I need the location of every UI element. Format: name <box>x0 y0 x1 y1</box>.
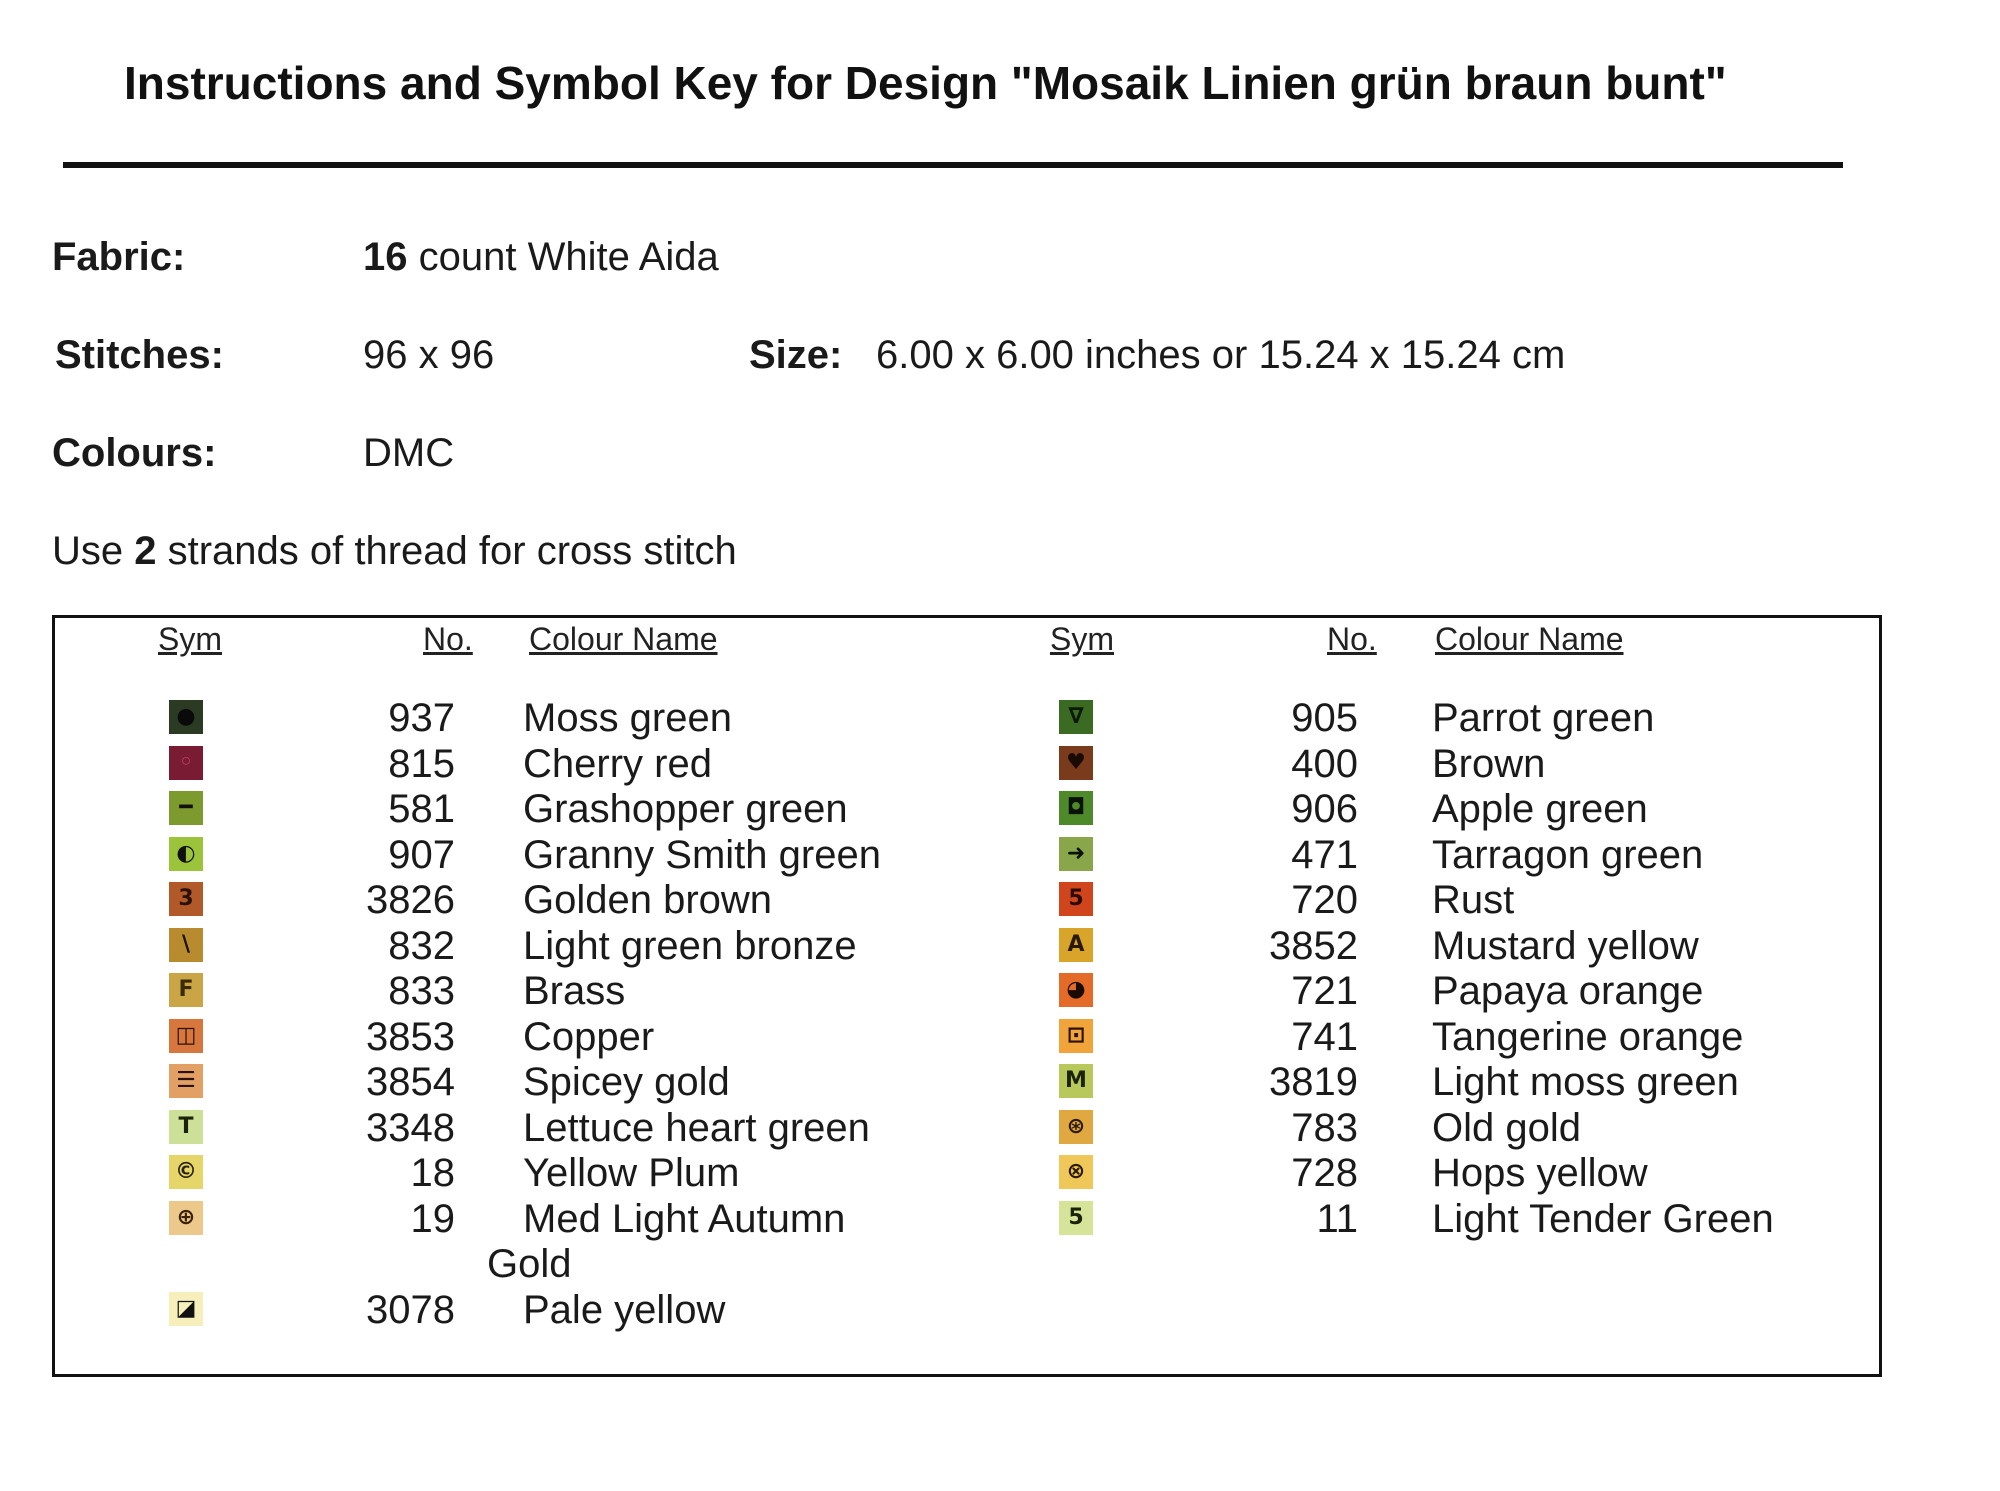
header-colour-name-right: Colour Name <box>1435 621 1624 657</box>
colour-name: Parrot green <box>1432 696 1655 740</box>
colour-number: 3826 <box>366 878 455 922</box>
symbol-swatch-icon: ◕ <box>1059 973 1093 1007</box>
symbol-swatch-icon: \ <box>169 928 203 962</box>
colours-value: DMC <box>363 431 455 475</box>
key-row <box>55 923 1699 969</box>
key-row <box>55 696 1655 741</box>
symbol-swatch-icon: ◪ <box>169 1292 203 1326</box>
symbol-swatch-icon: © <box>169 1155 203 1189</box>
colour-number: 832 <box>388 923 455 968</box>
header-sym-right: Sym <box>1050 621 1114 657</box>
key-row <box>55 878 1515 923</box>
header-colour-name-left: Colour Name <box>529 621 718 657</box>
key-row <box>55 1014 1744 1060</box>
strands-instruction <box>52 529 737 574</box>
key-row <box>55 787 1648 832</box>
colour-number: 19 <box>410 1196 455 1241</box>
colour-name: Light moss green <box>1432 1060 1739 1104</box>
symbol-swatch-icon: ⊛ <box>1059 1110 1093 1144</box>
symbol-swatch-icon: ◐ <box>169 837 203 871</box>
symbol-swatch-icon: 3 <box>169 882 203 916</box>
colour-number: 783 <box>1291 1105 1358 1150</box>
colour-number: 3853 <box>366 1014 455 1059</box>
colour-name: Grashopper green <box>523 787 848 831</box>
fabric-count: 16 <box>363 235 408 279</box>
strands-suffix: strands of thread for cross stitch <box>156 529 737 573</box>
colour-number: 11 <box>1316 1196 1358 1241</box>
symbol-swatch-icon: ⊕ <box>169 1201 203 1235</box>
colour-name: Light Tender Green <box>1432 1196 1774 1241</box>
colours-label: Colours: <box>52 431 217 475</box>
symbol-key-table <box>52 615 1882 1377</box>
symbol-swatch-icon: ⊡ <box>1059 1019 1093 1053</box>
key-row <box>55 832 1704 878</box>
symbol-swatch-icon: ⊗ <box>1059 1155 1093 1189</box>
colour-number: 906 <box>1291 787 1358 831</box>
symbol-swatch-icon: 5 <box>1059 1201 1093 1235</box>
symbol-swatch-icon: ◦ <box>169 746 203 780</box>
size-value: 6.00 x 6.00 inches or 15.24 x 15.24 cm <box>876 333 1566 377</box>
symbol-swatch-icon: ➜ <box>1059 837 1093 871</box>
colour-number: 720 <box>1291 878 1358 922</box>
colour-number: 3348 <box>366 1105 455 1150</box>
colour-name-continuation: Gold <box>487 1242 572 1286</box>
header-sym-left: Sym <box>158 621 222 657</box>
colour-number: 3852 <box>1269 923 1358 968</box>
colour-name: Granny Smith green <box>523 832 881 877</box>
colour-number: 471 <box>1291 832 1358 877</box>
symbol-swatch-icon: ● <box>169 700 203 734</box>
symbol-swatch-icon: ☰ <box>169 1064 203 1098</box>
key-row <box>55 969 1704 1014</box>
fabric-label: Fabric: <box>52 235 186 279</box>
colour-name: Med Light Autumn <box>523 1196 846 1241</box>
key-row <box>55 1288 955 1333</box>
colour-name: Papaya orange <box>1432 969 1704 1013</box>
symbol-swatch-icon: A <box>1059 928 1093 962</box>
colour-number: 3854 <box>366 1060 455 1104</box>
size-label: Size: <box>749 333 843 377</box>
key-row <box>55 1060 1739 1105</box>
colour-name: Apple green <box>1432 787 1648 831</box>
colour-name: Brown <box>1432 741 1546 786</box>
colour-number: 400 <box>1291 741 1358 786</box>
colour-number: 907 <box>388 832 455 877</box>
symbol-swatch-icon: ◘ <box>1059 791 1093 825</box>
colour-name: Hops yellow <box>1432 1151 1648 1195</box>
colour-number: 937 <box>388 696 455 740</box>
colour-name: Old gold <box>1432 1105 1581 1150</box>
colour-number: 815 <box>388 741 455 786</box>
key-row <box>55 1151 1648 1196</box>
fabric-description: count White Aida <box>407 235 719 279</box>
colour-number: 905 <box>1291 696 1358 740</box>
colour-name: Pale yellow <box>523 1287 726 1332</box>
colour-number: 581 <box>388 787 455 831</box>
symbol-swatch-icon: ◫ <box>169 1019 203 1053</box>
colour-name: Moss green <box>523 696 732 740</box>
key-row <box>55 1196 1774 1242</box>
colour-number: 741 <box>1291 1014 1358 1059</box>
colour-number: 721 <box>1291 969 1358 1013</box>
symbol-swatch-icon: ━ <box>169 791 203 825</box>
title-divider <box>63 162 1843 168</box>
symbol-swatch-icon: M <box>1059 1064 1093 1098</box>
stitches-label: Stitches: <box>55 333 224 377</box>
colour-name: Yellow Plum <box>523 1151 740 1195</box>
key-row <box>55 741 1546 787</box>
symbol-swatch-icon: 5 <box>1059 882 1093 916</box>
colour-number: 833 <box>388 969 455 1013</box>
colour-name: Lettuce heart green <box>523 1105 870 1150</box>
colour-name: Brass <box>523 969 626 1013</box>
stitches-value: 96 x 96 <box>363 333 495 377</box>
colour-number: 18 <box>410 1151 455 1195</box>
strands-prefix: Use <box>52 529 135 573</box>
colour-name: Cherry red <box>523 741 712 786</box>
header-no-right: No. <box>1327 621 1377 657</box>
symbol-swatch-icon: ∇ <box>1059 700 1093 734</box>
colour-name: Rust <box>1432 878 1515 922</box>
colour-name: Tarragon green <box>1432 832 1704 877</box>
key-row <box>55 1105 1581 1151</box>
colour-number: 3819 <box>1269 1060 1358 1104</box>
fabric-value <box>363 235 719 280</box>
colour-name: Copper <box>523 1014 655 1059</box>
symbol-swatch-icon: ♥ <box>1059 746 1093 780</box>
colour-name: Golden brown <box>523 878 773 922</box>
colour-name: Spicey gold <box>523 1060 730 1104</box>
colour-name: Tangerine orange <box>1432 1014 1744 1059</box>
header-no-left: No. <box>423 621 473 657</box>
colour-number: 3078 <box>366 1287 455 1332</box>
colour-name: Light green bronze <box>523 923 857 968</box>
page-title: Instructions and Symbol Key for Design "Mosaik Linien grün braun bunt" <box>124 57 1727 109</box>
symbol-swatch-icon: F <box>169 973 203 1007</box>
colour-number: 728 <box>1291 1151 1358 1195</box>
colour-name: Mustard yellow <box>1432 923 1699 968</box>
symbol-swatch-icon: T <box>169 1110 203 1144</box>
strands-count: 2 <box>134 529 157 573</box>
